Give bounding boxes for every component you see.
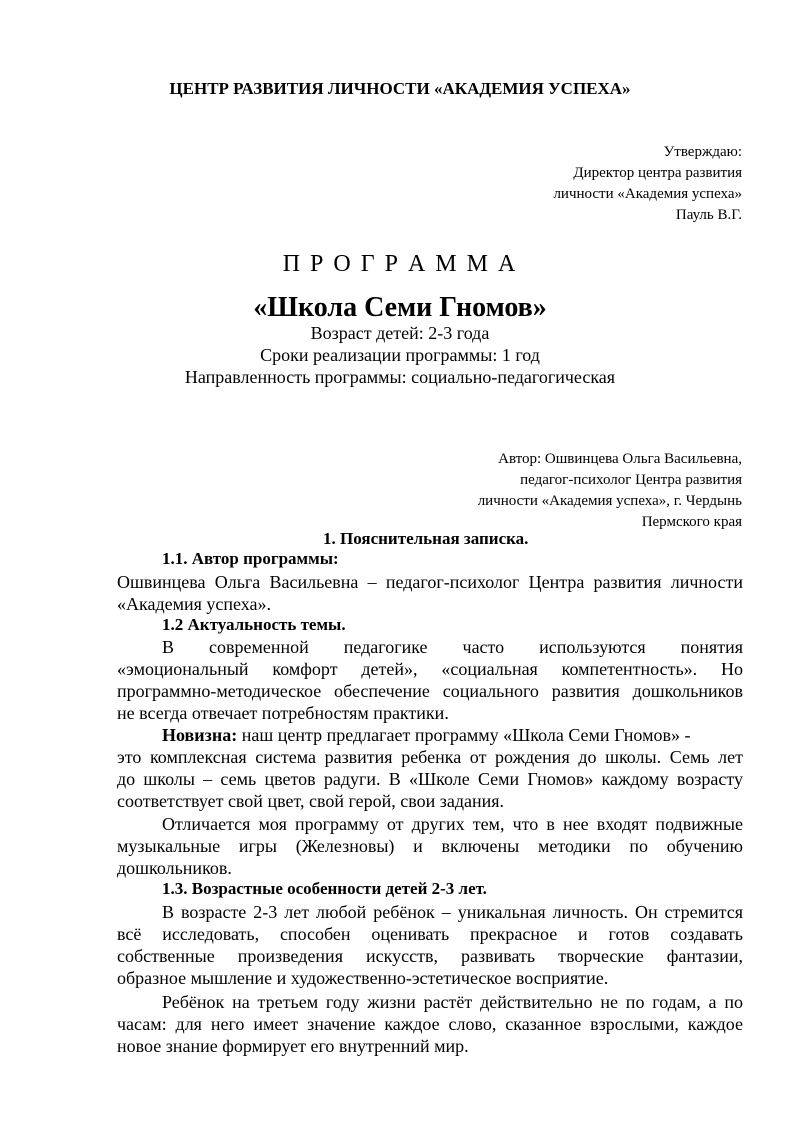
differs-line-2: музыкальные игры (Железновы) и включены методики по обучению bbox=[117, 836, 743, 856]
program-term: Сроки реализации программы: 1 год bbox=[260, 345, 540, 365]
section-1-3-title: 1.3. Возрастные особенности детей 2-3 лет. bbox=[162, 879, 487, 898]
program-age: Возраст детей: 2-3 года bbox=[310, 323, 490, 343]
section-1-2-para-1-line-2: «эмоциональный комфорт детей», «социальная компетентность». Но bbox=[117, 659, 743, 679]
section-1-2-title: 1.2 Актуальность темы. bbox=[162, 615, 346, 634]
differs-line-3: дошкольников. bbox=[117, 858, 232, 878]
novelty-text: наш центр предлагает программу «Школа Семи Гномов» - bbox=[237, 725, 691, 745]
program-label: П Р О Г Р А М М А bbox=[282, 251, 518, 277]
author-line-2: педагог-психолог Центра развития bbox=[520, 472, 742, 488]
section-1-3-para-2-line-2: часам: для него имеет значение каждое слово, сказанное взрослыми, каждое bbox=[117, 1014, 743, 1034]
approval-line-4: Пауль В.Г. bbox=[675, 207, 742, 223]
approval-line-3: личности «Академия успеха» bbox=[553, 186, 742, 202]
differs-line-1: Отличается моя программу от других тем, что в нее входят подвижные bbox=[162, 814, 743, 834]
novelty-line-3: до школы – семь цветов радуги. В «Школе Семи Гномов» каждому возрасту bbox=[117, 769, 743, 789]
section-1-3-para-1-line-1: В возрасте 2-3 лет любой ребёнок – уникальная личность. Он стремится bbox=[162, 902, 743, 922]
section-1-3-para-1-line-4: образное мышление и художественно-эстетическое восприятие. bbox=[117, 968, 609, 988]
section-1-3-para-1-line-3: собственные произведения искусств, развивать творческие фантазии, bbox=[117, 946, 743, 966]
section-1-3-para-2-line-3: новое знание формирует его внутренний мир. bbox=[117, 1036, 469, 1056]
section-1-3-para-1-line-2: всё исследовать, способен оценивать прекрасное и готов создавать bbox=[117, 924, 743, 944]
approval-line-2: Директор центра развития bbox=[573, 165, 742, 181]
section-1-1-line-2: «Академия успеха». bbox=[117, 594, 272, 614]
section-1-title: 1. Пояснительная записка. bbox=[323, 529, 529, 548]
section-1-1-line-1: Ошвинцева Ольга Васильевна – педагог-психолог Центра развития личности bbox=[117, 572, 743, 592]
section-1-1-title: 1.1. Автор программы: bbox=[162, 549, 339, 568]
novelty-label: Новизна: bbox=[162, 725, 238, 745]
org-header: ЦЕНТР РАЗВИТИЯ ЛИЧНОСТИ «АКАДЕМИЯ УСПЕХА» bbox=[169, 79, 631, 98]
novelty-line-1 bbox=[162, 726, 743, 744]
section-1-2-para-1-line-3: программно-методическое обеспечение социального развития дошкольников bbox=[117, 681, 743, 701]
author-line-1: Автор: Ошвинцева Ольга Васильевна, bbox=[498, 451, 742, 467]
novelty-line-4: соответствует свой цвет, свой герой, свои задания. bbox=[117, 791, 505, 811]
section-1-2-para-1-line-4: не всегда отвечает потребностям практики. bbox=[117, 703, 449, 723]
program-title: «Школа Семи Гномов» bbox=[253, 292, 547, 323]
program-direction: Направленность программы: социально-педагогическая bbox=[184, 367, 616, 387]
section-1-2-para-1-line-1: В современной педагогике часто используются понятия bbox=[162, 637, 743, 657]
section-1-3-para-2-line-1: Ребёнок на третьем году жизни растёт действительно не по годам, а по bbox=[162, 992, 743, 1012]
author-line-3: личности «Академия успеха», г. Чердынь bbox=[477, 493, 742, 509]
author-line-4: Пермского края bbox=[641, 514, 742, 530]
novelty-line-2: это комплексная система развития ребенка от рождения до школы. Семь лет bbox=[117, 747, 743, 767]
approval-line-1: Утверждаю: bbox=[663, 144, 742, 160]
